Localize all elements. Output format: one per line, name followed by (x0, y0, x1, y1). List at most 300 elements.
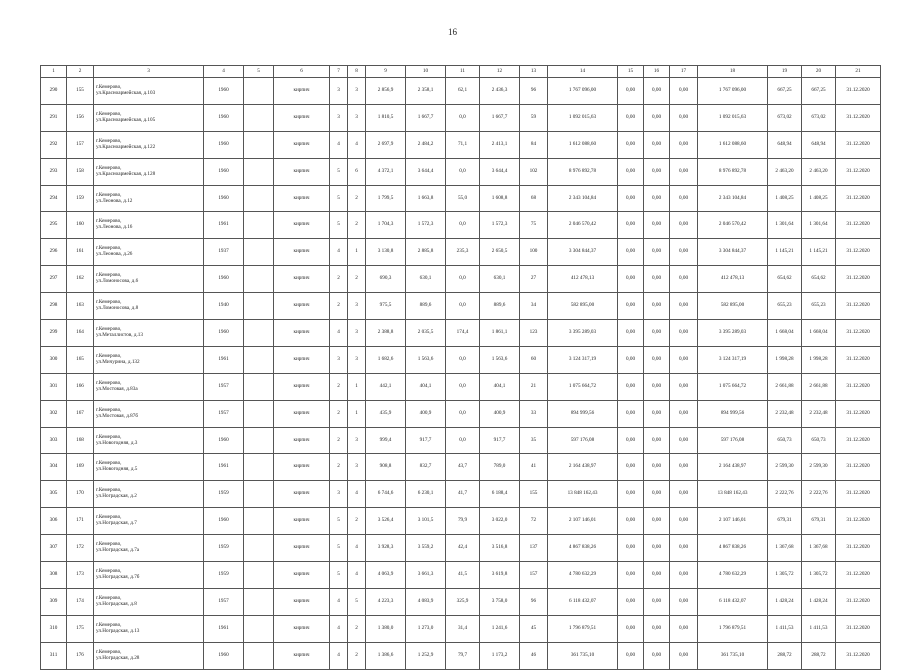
table-cell: 0,00 (670, 239, 698, 266)
table-cell: 2 650,5 (480, 239, 520, 266)
table-cell: 0,00 (670, 158, 698, 185)
table-cell: 0,00 (670, 104, 698, 131)
table-row (41, 481, 881, 508)
table-cell: 41 (520, 454, 548, 481)
address-city: г.Кемерово, (96, 299, 122, 306)
table-cell: 673,02 (802, 104, 836, 131)
table-cell: 0,00 (644, 158, 670, 185)
table-cell: 43,7 (446, 454, 480, 481)
table-cell: 0,00 (644, 535, 670, 562)
table-cell: 4 (348, 535, 366, 562)
table-cell: 2 599,30 (802, 454, 836, 481)
address-cell (94, 239, 204, 266)
table-cell: 2 463,20 (768, 158, 802, 185)
table-cell: 655,23 (768, 293, 802, 320)
table-cell: 21 (520, 373, 548, 400)
address-street: ул.Металлистов, д.13 (96, 331, 143, 338)
table-cell: 4 (330, 615, 348, 642)
table-cell: 0,00 (618, 239, 644, 266)
table-cell: 0,00 (644, 373, 670, 400)
table-cell: 2 856,9 (366, 78, 406, 105)
table-cell: 1 305,72 (768, 562, 802, 589)
table-cell: 31.12.2020 (836, 427, 881, 454)
table-cell (244, 185, 274, 212)
table-cell: 294 (41, 185, 67, 212)
table-cell: 1 367,68 (802, 535, 836, 562)
table-cell: 0,00 (670, 266, 698, 293)
table-cell: 0,00 (644, 508, 670, 535)
table-cell: 292 (41, 131, 67, 158)
table-cell: 2 599,30 (768, 454, 802, 481)
table-cell: 33 (520, 400, 548, 427)
table-cell: 325,9 (446, 588, 480, 615)
table-cell: 2 222,76 (768, 481, 802, 508)
table-cell (244, 212, 274, 239)
table-cell: 1 682,6 (366, 346, 406, 373)
table-cell (244, 266, 274, 293)
table-cell: 1 386,6 (366, 642, 406, 669)
table-cell: 13 848 162,43 (698, 481, 768, 508)
address-street: ул.Новогодняя, д.5 (96, 466, 138, 473)
table-cell: 155 (67, 78, 94, 105)
table-cell (244, 239, 274, 266)
address-street: ул.Ноградская, д.13 (96, 627, 140, 634)
table-cell: 0,00 (670, 320, 698, 347)
table-cell: 1 092 015,63 (548, 104, 618, 131)
table-cell: 0,00 (670, 78, 698, 105)
table-cell: 3 (330, 346, 348, 373)
table-cell: 667,25 (768, 78, 802, 105)
table-cell: 291 (41, 104, 67, 131)
table-cell: 31.12.2020 (836, 78, 881, 105)
column-header: 9 (366, 66, 406, 78)
table-cell: 1 796 879,51 (548, 615, 618, 642)
table-cell (244, 104, 274, 131)
table-cell: 361 735,10 (548, 642, 618, 669)
table-cell: 0,00 (618, 373, 644, 400)
table-cell: 96 (520, 78, 548, 105)
table-cell: 400,9 (406, 400, 446, 427)
table-cell: 1 563,6 (480, 346, 520, 373)
table-cell: 630,1 (480, 266, 520, 293)
table-cell: 1 668,04 (802, 320, 836, 347)
table-cell: 13 848 162,43 (548, 481, 618, 508)
address-city: г.Кемерово, (96, 621, 122, 628)
table-cell: 31.12.2020 (836, 320, 881, 347)
table-cell: кирпич (274, 320, 330, 347)
table-cell: 45 (520, 615, 548, 642)
table-cell: 0,00 (618, 508, 644, 535)
table-cell: 4 (348, 481, 366, 508)
table-cell: кирпич (274, 158, 330, 185)
address-cell (94, 185, 204, 212)
table-cell: кирпич (274, 266, 330, 293)
table-cell: 0,00 (618, 562, 644, 589)
table-row (41, 562, 881, 589)
table-cell: 1 301,64 (768, 212, 802, 239)
address-street: ул.Ломоносова, д.6 (96, 278, 139, 285)
table-cell: 2 (348, 266, 366, 293)
table-cell: 435,9 (366, 400, 406, 427)
table-cell: 2 (330, 373, 348, 400)
table-row (41, 293, 881, 320)
table-cell: 1960 (204, 131, 244, 158)
table-cell: 170 (67, 481, 94, 508)
table-cell: 79,9 (446, 508, 480, 535)
table-cell: 3 304 844,37 (548, 239, 618, 266)
address-cell (94, 78, 204, 105)
table-cell: 0,00 (644, 615, 670, 642)
address-cell (94, 212, 204, 239)
table-cell: 4 (330, 320, 348, 347)
table-cell: 1 861,1 (480, 320, 520, 347)
table-cell: 1 612 088,60 (548, 131, 618, 158)
table-cell: 156 (67, 104, 94, 131)
table-cell: 442,1 (366, 373, 406, 400)
table-cell: 1 075 664,72 (548, 373, 618, 400)
table-cell: 1940 (204, 293, 244, 320)
table-cell: 0,00 (644, 104, 670, 131)
address-cell (94, 158, 204, 185)
table-cell: 3 022,0 (480, 508, 520, 535)
table-cell: 1961 (204, 615, 244, 642)
table-cell: 31.12.2020 (836, 293, 881, 320)
table-cell: 6 118 432,07 (698, 588, 768, 615)
table-cell: 0,00 (644, 185, 670, 212)
column-header: 8 (348, 66, 366, 78)
table-cell: 2 343 104,84 (698, 185, 768, 212)
table-cell: 6 230,1 (406, 481, 446, 508)
table-cell: 0,00 (670, 293, 698, 320)
table-cell: 0,00 (644, 131, 670, 158)
table-cell: 917,7 (480, 427, 520, 454)
table-cell: 2 343 104,84 (548, 185, 618, 212)
table-cell: 1960 (204, 185, 244, 212)
address-street: ул.Красноармейская, д.122 (96, 143, 156, 150)
table-cell: 96 (520, 588, 548, 615)
table-cell: 3 124 317,19 (698, 346, 768, 373)
table-cell (244, 293, 274, 320)
table-cell: кирпич (274, 239, 330, 266)
address-city: г.Кемерово, (96, 541, 122, 548)
table-cell: 31.12.2020 (836, 346, 881, 373)
table-cell: 31.12.2020 (836, 104, 881, 131)
address-street: ул.Леонова, д.16 (96, 224, 133, 231)
table-cell: 235,3 (446, 239, 480, 266)
table-cell: 3 (330, 481, 348, 508)
table-cell: 3 (348, 104, 366, 131)
address-cell (94, 427, 204, 454)
table-cell (244, 454, 274, 481)
table-cell: 31.12.2020 (836, 481, 881, 508)
table-cell: 0,00 (670, 562, 698, 589)
table-cell: 0,00 (644, 562, 670, 589)
address-city: г.Кемерово, (96, 594, 122, 601)
address-city: г.Кемерово, (96, 568, 122, 574)
table-cell: 293 (41, 158, 67, 185)
table-cell: 0,00 (618, 346, 644, 373)
column-header: 15 (618, 66, 644, 78)
table-cell (244, 400, 274, 427)
table-cell: 157 (67, 131, 94, 158)
table-row (41, 320, 881, 347)
table-cell: 0,00 (618, 535, 644, 562)
table-cell: 1959 (204, 481, 244, 508)
table-cell: 0,00 (670, 185, 698, 212)
table-cell: 1 241,6 (480, 615, 520, 642)
table-cell: 1 998,28 (768, 346, 802, 373)
table-cell: 3 644,4 (406, 158, 446, 185)
table-cell: 1960 (204, 508, 244, 535)
column-header: 17 (670, 66, 698, 78)
column-header: 5 (244, 66, 274, 78)
table-cell: 4 063,9 (366, 562, 406, 589)
table-row (41, 427, 881, 454)
table-row (41, 104, 881, 131)
table-cell: 60 (520, 346, 548, 373)
table-cell: 412 478,13 (698, 266, 768, 293)
table-cell: кирпич (274, 535, 330, 562)
table-cell: 1960 (204, 427, 244, 454)
table-cell: 894 999,56 (698, 400, 768, 427)
table-row (41, 454, 881, 481)
table-cell: 0,00 (670, 642, 698, 669)
table-cell: 4 (330, 588, 348, 615)
table-cell: 654,62 (802, 266, 836, 293)
table-cell: 100 (520, 239, 548, 266)
table-cell: 159 (67, 185, 94, 212)
table-cell: 176 (67, 642, 94, 669)
table-cell: кирпич (274, 293, 330, 320)
table-cell: 2 232,48 (768, 400, 802, 427)
table-cell: 0,00 (644, 642, 670, 669)
table-cell: 31.12.2020 (836, 131, 881, 158)
table-cell (244, 481, 274, 508)
table-cell: 55,0 (446, 185, 480, 212)
table-cell: 2 388,8 (366, 320, 406, 347)
table-cell: 31.12.2020 (836, 185, 881, 212)
table-cell: 307 (41, 535, 67, 562)
table-cell: 650,73 (768, 427, 802, 454)
table-cell: 1 799,5 (366, 185, 406, 212)
table-cell: 2 697,9 (366, 131, 406, 158)
table-cell: кирпич (274, 131, 330, 158)
table-cell: 1959 (204, 562, 244, 589)
address-street: ул.Ноградская, д.28 (96, 654, 140, 661)
table-cell: 290 (41, 78, 67, 105)
column-header: 13 (520, 66, 548, 78)
table-cell: 123 (520, 320, 548, 347)
table-cell: кирпич (274, 427, 330, 454)
table-cell (244, 427, 274, 454)
table-cell: 1961 (204, 454, 244, 481)
table-cell: кирпич (274, 642, 330, 669)
address-city: г.Кемерово, (96, 164, 122, 171)
table-cell: 84 (520, 131, 548, 158)
table-cell: 889,6 (480, 293, 520, 320)
address-street: ул.Мичурина, д.132 (96, 358, 140, 365)
table-cell: кирпич (274, 454, 330, 481)
table-cell: 0,00 (644, 320, 670, 347)
table-cell: 299 (41, 320, 67, 347)
table-cell: 2 (330, 266, 348, 293)
table-cell: 4 (330, 642, 348, 669)
address-city: г.Кемерово, (96, 110, 122, 117)
address-street: ул.Мостовая, д.83а (96, 385, 138, 392)
table-cell: 1 612 088,60 (698, 131, 768, 158)
table-cell: 2 046 570,42 (548, 212, 618, 239)
table-cell: 999,4 (366, 427, 406, 454)
table-cell: 8 976 892,78 (698, 158, 768, 185)
table-row (41, 508, 881, 535)
table-cell: 0,00 (644, 78, 670, 105)
table-cell: 597 176,08 (548, 427, 618, 454)
table-cell: 690,3 (366, 266, 406, 293)
table-cell: 1 767 096,00 (548, 78, 618, 105)
table-cell: 4 780 632,29 (548, 562, 618, 589)
address-city: г.Кемерово, (96, 272, 122, 279)
table-cell: 4 083,9 (406, 588, 446, 615)
table-cell: 0,00 (670, 346, 698, 373)
table-cell: 0,00 (644, 588, 670, 615)
table-cell (244, 508, 274, 535)
table-cell: 2 358,1 (406, 78, 446, 105)
table-cell: 655,23 (802, 293, 836, 320)
table-cell: 3 130,8 (366, 239, 406, 266)
table-cell: 4 223,3 (366, 588, 406, 615)
table-cell: 2 661,88 (802, 373, 836, 400)
table-cell: 31.12.2020 (836, 642, 881, 669)
table-cell: 3 526,4 (366, 508, 406, 535)
column-header: 20 (802, 66, 836, 78)
table-cell: 161 (67, 239, 94, 266)
table-cell: 648,94 (768, 131, 802, 158)
table-cell: 0,00 (618, 320, 644, 347)
table-cell: 889,6 (406, 293, 446, 320)
table-cell: 0,00 (670, 615, 698, 642)
table-cell: 679,31 (768, 508, 802, 535)
address-street: ул.Ноградская, д.2 (96, 493, 137, 500)
table-cell: 1961 (204, 212, 244, 239)
table-cell: 5 (330, 535, 348, 562)
table-cell: 4 (330, 131, 348, 158)
table-cell: 3 619,8 (480, 562, 520, 589)
address-cell (94, 346, 204, 373)
table-cell: 5 (330, 562, 348, 589)
table-cell: кирпич (274, 212, 330, 239)
table-row (41, 131, 881, 158)
table-cell: 0,00 (618, 158, 644, 185)
table-cell: 2 107 146,01 (548, 508, 618, 535)
table-cell: 1 428,24 (768, 588, 802, 615)
address-cell (94, 642, 204, 669)
table-cell: 1 145,21 (802, 239, 836, 266)
table-cell: 0,00 (644, 293, 670, 320)
table-cell: 0,00 (618, 400, 644, 427)
table-cell: 5 (330, 212, 348, 239)
table-cell: 167 (67, 400, 94, 427)
table-cell: кирпич (274, 562, 330, 589)
table-cell (244, 588, 274, 615)
table-cell: 0,00 (670, 508, 698, 535)
table-cell: 3 (348, 454, 366, 481)
address-city: г.Кемерово, (96, 379, 122, 386)
table-cell: 3 758,0 (480, 588, 520, 615)
table-cell: 3 661,3 (406, 562, 446, 589)
table-row (41, 400, 881, 427)
table-cell: 1 075 664,72 (698, 373, 768, 400)
table-cell: 79,7 (446, 642, 480, 669)
table-cell: 0,00 (644, 481, 670, 508)
table-cell: 6 188,4 (480, 481, 520, 508)
table-cell: 0,00 (618, 78, 644, 105)
table-cell: 31.12.2020 (836, 454, 881, 481)
table-cell: 31.12.2020 (836, 535, 881, 562)
table-cell: кирпич (274, 400, 330, 427)
table-cell: 0,00 (644, 427, 670, 454)
table-cell (244, 78, 274, 105)
table-cell: 75 (520, 212, 548, 239)
table-row (41, 642, 881, 669)
table-cell: 2 (348, 615, 366, 642)
address-cell (94, 400, 204, 427)
table-cell: 296 (41, 239, 67, 266)
table-cell: 1960 (204, 78, 244, 105)
table-cell: 302 (41, 400, 67, 427)
table-row (41, 212, 881, 239)
table-cell: 0,00 (618, 588, 644, 615)
table-cell: 303 (41, 427, 67, 454)
column-header: 18 (698, 66, 768, 78)
table-cell: кирпич (274, 508, 330, 535)
table-cell: 4 867 838,26 (548, 535, 618, 562)
table-cell: 0,00 (618, 481, 644, 508)
table-cell: 165 (67, 346, 94, 373)
table-body (41, 78, 881, 670)
address-cell (94, 481, 204, 508)
table-cell: 2 164 438,97 (548, 454, 618, 481)
table-cell: 0,00 (670, 481, 698, 508)
table-cell: 1 668,04 (768, 320, 802, 347)
table-cell: кирпич (274, 615, 330, 642)
table-cell: 597 176,08 (698, 427, 768, 454)
address-street: ул.Леонова, д.26 (96, 251, 133, 258)
table-cell: 166 (67, 373, 94, 400)
table-cell: 173 (67, 562, 94, 589)
table-cell: 31.12.2020 (836, 562, 881, 589)
table-cell: 298 (41, 293, 67, 320)
table-cell: 102 (520, 158, 548, 185)
table-cell: 3 (348, 78, 366, 105)
table-cell: 59 (520, 104, 548, 131)
table-cell: 4 780 632,29 (698, 562, 768, 589)
table-cell: 917,7 (406, 427, 446, 454)
table-cell: 3 101,5 (406, 508, 446, 535)
table-cell: 31.12.2020 (836, 615, 881, 642)
table-cell: 1 428,24 (802, 588, 836, 615)
table-cell: 1 704,3 (366, 212, 406, 239)
table-cell: 0,0 (446, 293, 480, 320)
table-cell: 3 (348, 320, 366, 347)
table-cell: 1 608,8 (480, 185, 520, 212)
table-cell: кирпич (274, 185, 330, 212)
address-city: г.Кемерово, (96, 218, 122, 225)
table-cell: 0,00 (618, 427, 644, 454)
column-number-row (41, 66, 881, 78)
table-cell: 1 252,9 (406, 642, 446, 669)
table-cell: 3 (330, 78, 348, 105)
table-cell: 6 (348, 158, 366, 185)
